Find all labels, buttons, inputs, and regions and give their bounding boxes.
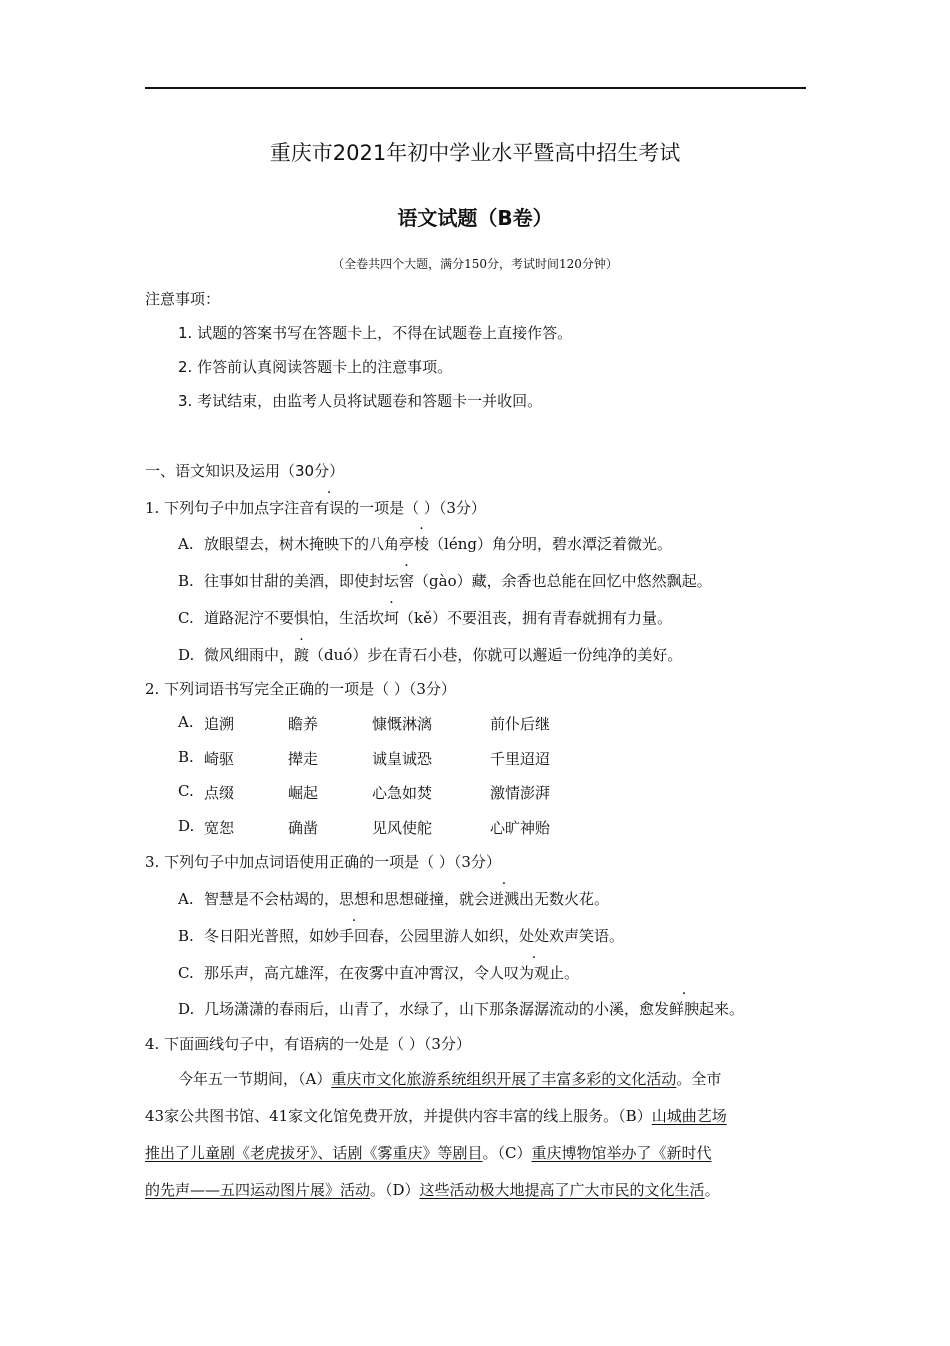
notice-item-2: 2. 作答前认真阅读答题卡上的注意事项。 (178, 358, 453, 376)
question-3-option-d: D. 几场潇潇的春雨后，山青了，水绿了，山下那条潺潺流动的小溪，愈发鲜腴起来。 (178, 1000, 745, 1018)
section-heading: 一、语文知识及运用（30分） (145, 462, 345, 480)
passage-line-4: 的先声——五四运动图片展》活动。（D）这些活动极大地提高了广大市民的文化生活。 (145, 1181, 720, 1199)
notice-heading: 注意事项： (145, 290, 221, 308)
notice-item-1: 1. 试题的答案书写在答题卡上，不得在试题卷上直接作答。 (178, 324, 573, 342)
question-2-stem: 2. 下列词语书写完全正确的一项是（ ）（3分） (145, 680, 456, 698)
underlined-sentence-b: 山城曲艺场 (651, 1107, 727, 1125)
underlined-sentence-c: 重庆博物馆举办了《新时代 (531, 1144, 712, 1162)
question-1-option-d: D. 微风细雨中，踱（duó）步在青石小巷，你就可以邂逅一份纯净的美好。 (178, 646, 683, 664)
top-rule (145, 87, 806, 89)
question-3-option-a: A. 智慧是不会枯竭的，思想和思想碰撞，就会迸溅出无数火花。 (178, 890, 610, 908)
question-3-option-b: B. 冬日阳光普照，如妙手回春，公园里游人如织，处处欢声笑语。 (178, 927, 625, 945)
passage-line-2: 43家公共图书馆、41家文化馆免费开放，并提供内容丰富的线上服务。（B）山城曲艺场 (145, 1107, 727, 1125)
question-3-option-c: C. 那乐声，高亢雄浑，在夜雾中直冲霄汉，令人叹为观止。 (178, 964, 580, 982)
question-1-option-b: B. 往事如甘甜的美酒，即使封坛窖（gào）藏，余香也总能在回忆中悠然飘起。 (178, 572, 712, 590)
underlined-sentence-d: 这些活动极大地提高了广大市民的文化生活 (419, 1181, 705, 1199)
question-3-stem: 3. 下列句子中加点词语使用正确的一项是（ ）（3分） (145, 853, 501, 871)
question-1-stem: 1. 下列句子中加点字注音有误的一项是（ ）（3分） (145, 499, 486, 517)
question-1-option-c: C. 道路泥泞不要惧怕，生活坎坷（kě）不要沮丧，拥有青春就拥有力量。 (178, 609, 672, 627)
exam-title: 重庆市2021年初中学业水平暨高中招生考试 (269, 141, 681, 165)
exam-note: （全卷共四个大题，满分150分，考试时间120分钟） (332, 257, 618, 271)
notice-item-3: 3. 考试结束，由监考人员将试题卷和答题卡一并收回。 (178, 392, 543, 410)
passage-line-1: 今年五一节期间，（A）重庆市文化旅游系统组织开展了丰富多彩的文化活动。全市 (178, 1070, 722, 1088)
paper-subtitle: 语文试题（B卷） (397, 206, 553, 230)
question-1-option-a: A. 放眼望去，树木掩映下的八角亭棱（léng）角分明，碧水潭泛着微光。 (178, 535, 672, 553)
underlined-sentence-a: 重庆市文化旅游系统组织开展了丰富多彩的文化活动 (331, 1070, 677, 1088)
question-4-stem: 4. 下面画线句子中，有语病的一处是（ ）（3分） (145, 1035, 471, 1053)
passage-line-3: 推出了儿童剧《老虎拔牙》、话剧《雾重庆》等剧目。（C）重庆博物馆举办了《新时代 (145, 1144, 712, 1162)
dotted-text: 有误 (314, 499, 345, 517)
